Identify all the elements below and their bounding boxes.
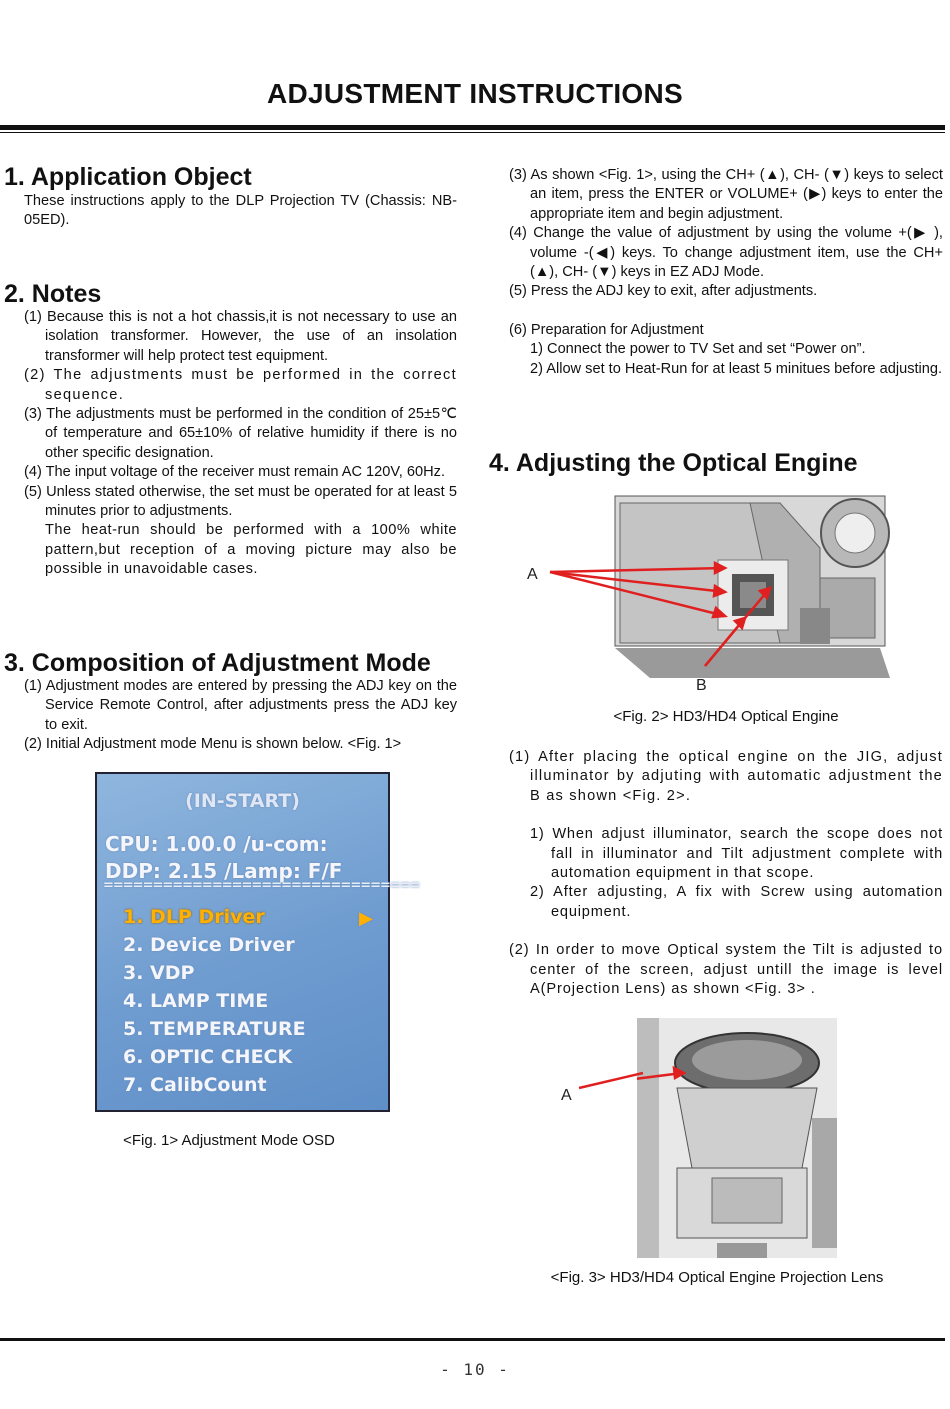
osd-menu-item: 4. LAMP TIME — [123, 990, 269, 1012]
header-rule-thin — [0, 132, 945, 133]
mode-item: (1) Adjustment modes are entered by pressing the ADJ key on the Service Remote Control, after adjustments press the ADJ key to exit. — [24, 678, 457, 733]
optical-substep: 2) After adjusting, A fix with Screw using automation equipment. — [530, 884, 943, 920]
fig2-caption: <Fig. 2> HD3/HD4 Optical Engine — [613, 708, 839, 725]
section2-heading: 2. Notes — [4, 280, 102, 308]
fig1-caption: <Fig. 1> Adjustment Mode OSD — [123, 1132, 335, 1149]
page-number: - 10 - — [440, 1360, 510, 1379]
notes-list — [24, 308, 457, 580]
section1-body: These instructions apply to the DLP Projection TV (Chassis: NB-05ED). — [24, 193, 457, 229]
prep-title: (6) Preparation for Adjustment — [509, 321, 704, 338]
header-rule — [0, 125, 945, 130]
projection-lens-image — [637, 1018, 837, 1258]
osd-menu-item: 6. OPTIC CHECK — [123, 1046, 293, 1068]
adjustment-mode-list — [24, 677, 457, 755]
optical-engine-steps — [509, 748, 943, 999]
osd-cpu-line: CPU: 1.00.0 /u-com: — [105, 832, 328, 856]
fig3-caption: <Fig. 3> HD3/HD4 Optical Engine Projection Lens — [550, 1269, 884, 1286]
note-item: (4) The input voltage of the receiver must remain AC 120V, 60Hz. — [24, 464, 446, 481]
note-item: (1) Because this is not a hot chassis,it is not necessary to use an isolation transformer. However, the use of an insolation transformer will help protect test equipment. — [24, 309, 457, 364]
page-title: ADJUSTMENT INSTRUCTIONS — [266, 78, 684, 109]
optical-step: (1) After placing the optical engine on the JIG, adjust illuminator by adjuting with automatic adjustment the B as shown <Fig. 2>. — [509, 749, 943, 804]
prep-item: 2) Allow set to Heat-Run for at least 5 minitues before adjusting. — [530, 360, 943, 377]
section1-heading: 1. Application Object — [4, 163, 252, 191]
osd-menu-item: 1. DLP Driver — [123, 906, 265, 928]
prep-item: 1) Connect the power to TV Set and set “Power on”. — [530, 341, 866, 358]
optical-step: (2) In order to move Optical system the Tilt is adjusted to center of the screen, adjust untill the image is level A(Projection Lens) as shown <Fig. 3> . — [509, 942, 943, 998]
mode-item: (2) Initial Adjustment mode Menu is shown below. <Fig. 1> — [24, 736, 402, 753]
note-item: (3) The adjustments must be performed in the condition of 25±5℃ of temperature and 65±10% of relative humidity if there is no other specific designation. — [24, 406, 457, 461]
osd-divider: ================================ — [103, 878, 420, 893]
adjustment-steps — [509, 166, 943, 379]
fig3-arrow-icon — [575, 1055, 645, 1095]
note-item: (2) The adjustments must be performed in the correct sequence. — [24, 367, 457, 403]
osd-header: (IN-START) — [185, 790, 300, 812]
footer-rule — [0, 1338, 945, 1341]
note-item-continuation: The heat-run should be performed with a 100% white pattern,but reception of a moving picture may also be possible in unavoidable cases. — [45, 522, 457, 578]
optical-substep: 1) When adjust illuminator, search the scope does not fall in illuminator and Tilt adjustment complete with automation equipment in that scope. — [530, 826, 943, 882]
osd-menu-item: 3. VDP — [123, 962, 195, 984]
osd-menu-item: 5. TEMPERATURE — [123, 1018, 306, 1040]
fig2-label-b: B — [696, 677, 707, 694]
osd-menu-item: 2. Device Driver — [123, 934, 295, 956]
step-item: (5) Press the ADJ key to exit, after adjustments. — [509, 283, 818, 300]
osd-selection-arrow-icon: ▶ — [359, 908, 373, 929]
fig3-label-a: A — [561, 1087, 572, 1104]
section4-heading: 4. Adjusting the Optical Engine — [489, 449, 858, 477]
note-item: (5) Unless stated otherwise, the set must be operated for at least 5 minutes prior to adjustments. — [24, 483, 457, 520]
fig2-label-a: A — [527, 566, 538, 583]
osd-screenshot — [95, 772, 420, 1112]
osd-menu-item: 7. CalibCount — [123, 1074, 267, 1096]
optical-engine-image — [520, 488, 890, 688]
step-item: (4) Change the value of adjustment by using the volume +(▶ ), volume -(◀) keys. To change adjustment item, use the CH+ (▲), CH- (▼) keys in EZ ADJ Mode. — [509, 225, 943, 281]
step-item: (3) As shown <Fig. 1>, using the CH+ (▲), CH- (▼) keys to select an item, press the ENTER or VOLUME+ (▶) keys to enter the appropriate item and begin adjustment. — [509, 167, 943, 222]
osd-ddp-line: DDP: 2.15 /Lamp: F/F — [105, 859, 343, 883]
section3-heading: 3. Composition of Adjustment Mode — [4, 649, 431, 677]
